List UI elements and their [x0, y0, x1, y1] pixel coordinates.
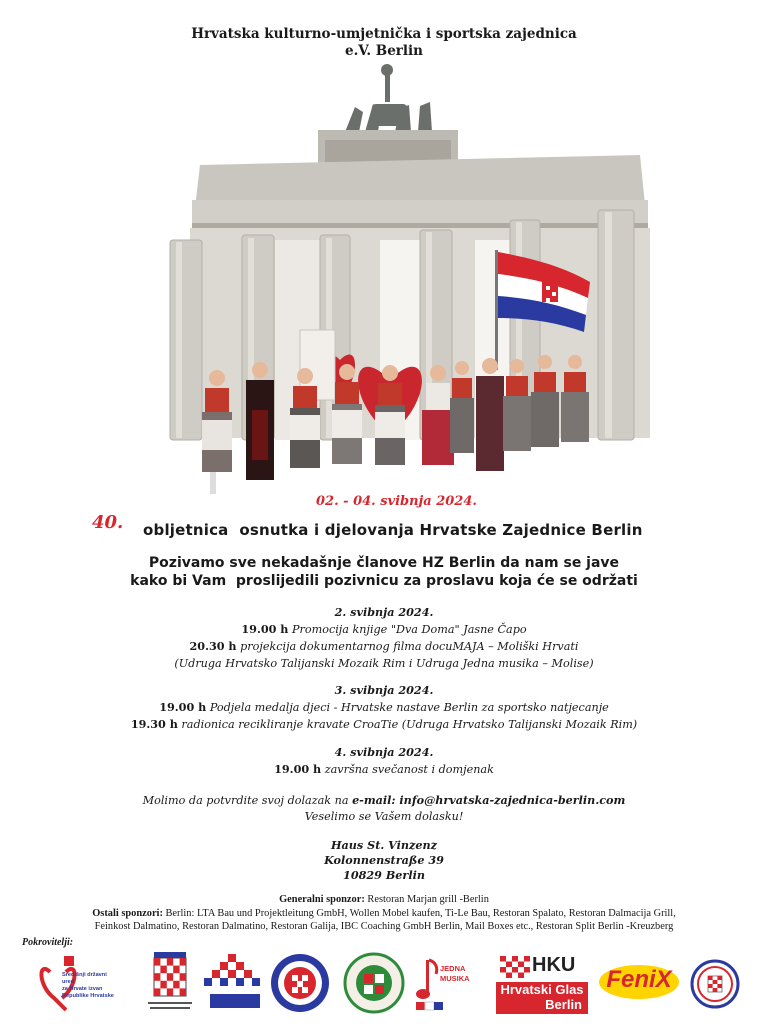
- invitation-line-2: kako bi Vam proslijedili pozivnicu za proslavu koja će se održati: [130, 573, 638, 589]
- day-1-item-2-time: 20.30 h: [189, 639, 237, 653]
- organization-line-2: e.V. Berlin: [345, 43, 423, 59]
- musika-text: MUSIKA: [440, 974, 470, 983]
- day-1-item-2-note: (Udruga Hrvatsko Talijanski Mozaik Rim i Udruga Jedna musika – Molise): [174, 656, 594, 670]
- rsvp-prefix: Molimo da potvrdite svoj dolazak na: [142, 794, 353, 807]
- croatian-coat-of-arms-logo: [140, 950, 200, 1016]
- organization-name: [0, 26, 768, 60]
- mosaic-association-logo: [342, 950, 406, 1016]
- day-3-item-1: [0, 761, 768, 779]
- quadriga-statue: [345, 64, 432, 132]
- day-1-item-2: [0, 638, 768, 656]
- hrvatski-glas-text: Hrvatski Glas: [500, 982, 584, 997]
- day-2-item-2: [0, 716, 768, 734]
- program-day-1: [0, 604, 768, 672]
- brandenburg-gate-photo: [150, 60, 660, 520]
- venue-city: 10829 Berlin: [343, 868, 425, 882]
- sports-club-badge-logo: [268, 950, 332, 1016]
- anniversary-number: 40.: [92, 512, 124, 533]
- day-1-date: 2. svibnja 2024.: [334, 605, 434, 619]
- day-2-item-2-text: radionica recikliranje kravate CroaTie (Udruga Hrvatsko Talijanski Mozaik Rim): [177, 718, 638, 731]
- program-day-3: [0, 744, 768, 778]
- day-1-item-2-text: projekcija dokumentarnog filma docuMAJA – Moliški Hrvati: [236, 640, 579, 653]
- fenix-logo: [598, 950, 680, 1016]
- patrons-label: Pokrovitelji:: [22, 937, 74, 948]
- day-2-item-1-time: 19.00 h: [159, 699, 207, 714]
- venue-name: Haus St. Vinzenz: [330, 838, 437, 852]
- sponsors-section: [0, 893, 768, 934]
- other-sponsors-line-2: Feinkost Dalmatino, Restoran Dalmatino, Restoran Galija, IBC Coaching GmbH Berlin, Mail Boxes etc., Restoran Split Berlin -Kreuzberg: [94, 921, 674, 932]
- day-2-item-1-text: Podjela medalja djeci - Hrvatske nastave Berlin za sportsko natjecanje: [206, 700, 609, 714]
- hku-text: HKU: [532, 954, 576, 976]
- venue-street: Kolonnenstraße 39: [324, 853, 444, 867]
- rsvp-closing: Veselimo se Vašem dolasku!: [304, 810, 464, 823]
- other-sponsors-label: Ostali sponzori:: [92, 907, 163, 919]
- central-state-office-logo: [36, 950, 118, 1016]
- day-1-item-1: [0, 621, 768, 639]
- day-3-item-1-text: završna svečanost i domjenak: [321, 762, 494, 776]
- organization-line-1: Hrvatska kulturno-umjetnička i sportska zajednica: [191, 26, 577, 42]
- rsvp-email[interactable]: e-mail: info@hrvatska-zajednica-berlin.com: [352, 793, 626, 807]
- day-1-item-1-text: Promocija knjige "Dva Doma" Jasne Čapo: [288, 622, 527, 636]
- invitation-line-1: Pozivamo sve nekadašnje članove HZ Berlin da nam se jave: [148, 555, 620, 571]
- program-day-2: [0, 682, 768, 734]
- central-office-line-1: Središnji državni ured: [62, 972, 107, 985]
- central-office-line-3: Republike Hrvatske: [62, 993, 114, 999]
- day-3-item-1-time: 19.00 h: [274, 761, 322, 776]
- event-dates: 02. - 04. svibnja 2024.: [316, 494, 477, 509]
- general-sponsor-name: Restoran Marjan grill -Berlin: [364, 894, 489, 905]
- day-3-date: 4. svibnja 2024.: [334, 745, 434, 759]
- day-2-date: 3. svibnja 2024.: [334, 683, 434, 697]
- venue-address: [0, 838, 768, 883]
- jedna-text: JEDNA: [440, 964, 466, 973]
- day-2-item-1: [0, 699, 768, 717]
- hrvatski-glas-berlin-text: Berlin: [545, 997, 582, 1012]
- checkerboard-icon: [500, 956, 530, 978]
- anniversary-heading: obljetnica osnutka i djelovanja Hrvatske Zajednice Berlin: [143, 521, 643, 539]
- jedna-musika-logo: [414, 950, 478, 1016]
- general-sponsor-label: Generalni sponzor:: [279, 894, 365, 905]
- fenix-text: FeniX: [606, 966, 672, 993]
- croatian-club-round-logo: [690, 950, 740, 1016]
- day-2-item-2-time: 19.30 h: [130, 717, 178, 731]
- hku-hrvatski-glas-logo: [496, 950, 588, 1016]
- day-1-item-1-time: 19.00 h: [241, 621, 289, 636]
- central-office-line-2: za Hrvate izvan: [62, 986, 103, 992]
- other-sponsors-line-1: Berlin: LTA Bau und Projektleitung GmbH, Wollen Mobel kaufen, Ti-Le Bau, Restoran Spalato, Restoran Dalmacija Grill,: [162, 907, 676, 919]
- matica-hrvatska-logo: [204, 950, 266, 1016]
- rsvp-section: [0, 792, 768, 825]
- invitation-message: [0, 554, 768, 590]
